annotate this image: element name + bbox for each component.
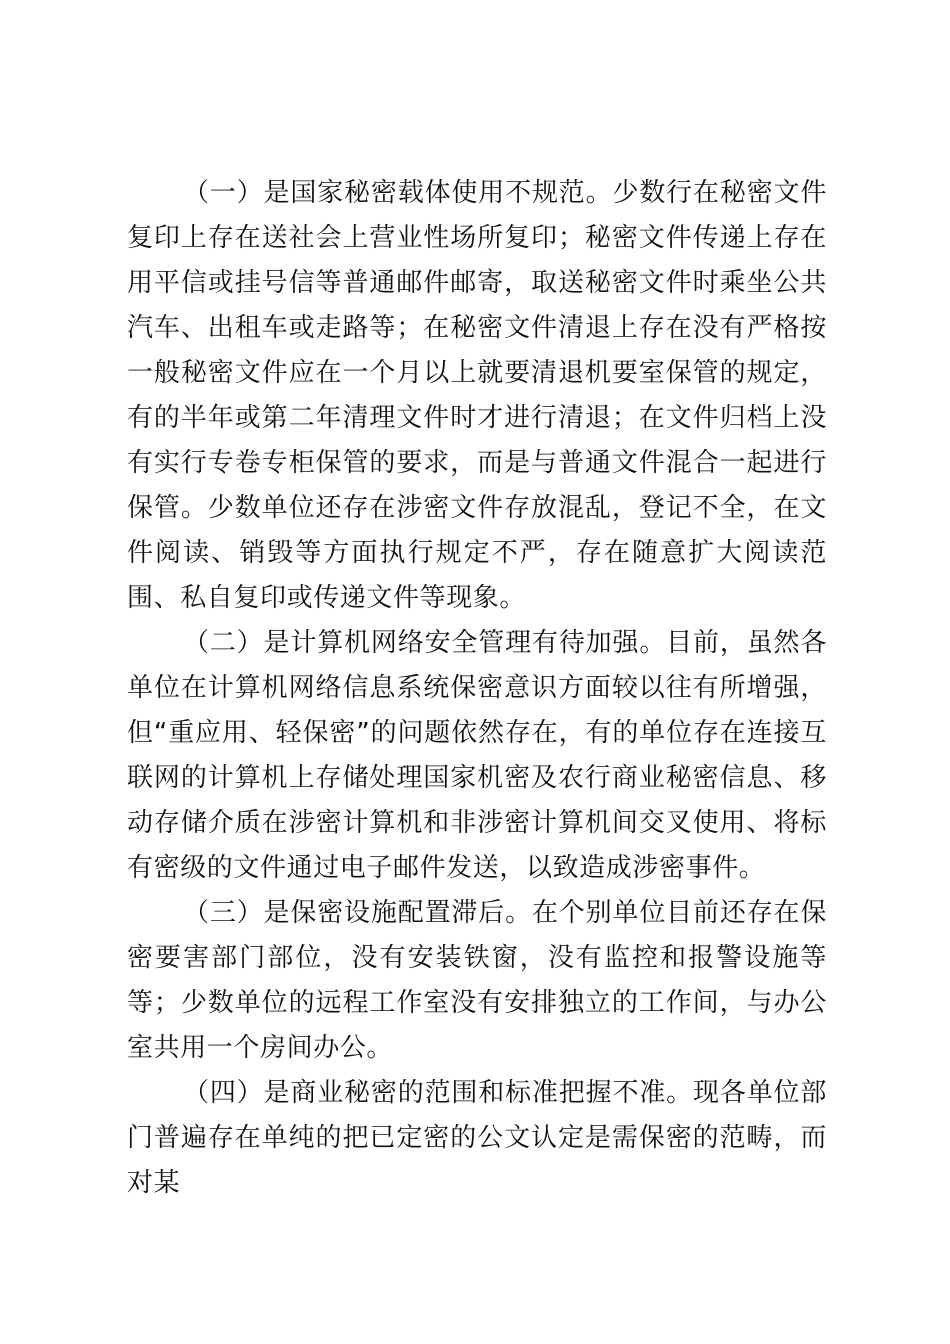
paragraph-1: （一）是国家秘密载体使用不规范。少数行在秘密文件复印上存在送社会上营业性场所复印；秘密文件传递上存在用平信或挂号信等普通邮件邮寄，取送秘密文件时乘坐公共汽车、出租车或走路等；在秘密文件清退上存在没有严格按一般秘密文件应在一个月以上就要清退机要室保管的规定，有的半年或第二年清理文件时才进行清退；在文件归档上没有实行专卷专柜保管的要求，而是与普通文件混合一起进行保管。少数单位还存在涉密文件存放混乱，登记不全，在文件阅读、销毁等方面执行规定不严，存在随意扩大阅读范围、私自复印或传递文件等现象。: [127, 178, 827, 613]
paragraph-2: （二）是计算机网络安全管理有待加强。目前，虽然各单位在计算机网络信息系统保密意识方面较以往有所增强，但“重应用、轻保密”的问题依然存在，有的单位存在连接互联网的计算机上存储处理国家机密及农行商业秘密信息、移动存储介质在涉密计算机和非涉密计算机间交叉使用、将标有密级的文件通过电子邮件发送，以致造成涉密事件。: [127, 628, 827, 883]
paragraph-4: （四）是商业秘密的范围和标准把握不准。现各单位部门普遍存在单纯的把已定密的公文认定是需保密的范畴，而对某: [127, 1078, 827, 1198]
paragraph-3: （三）是保密设施配置滞后。在个别单位目前还存在保密要害部门部位，没有安装铁窗，没有监控和报警设施等等；少数单位的远程工作室没有安排独立的工作间，与办公室共用一个房间办公。: [127, 898, 827, 1063]
document-body: [127, 171, 827, 1206]
